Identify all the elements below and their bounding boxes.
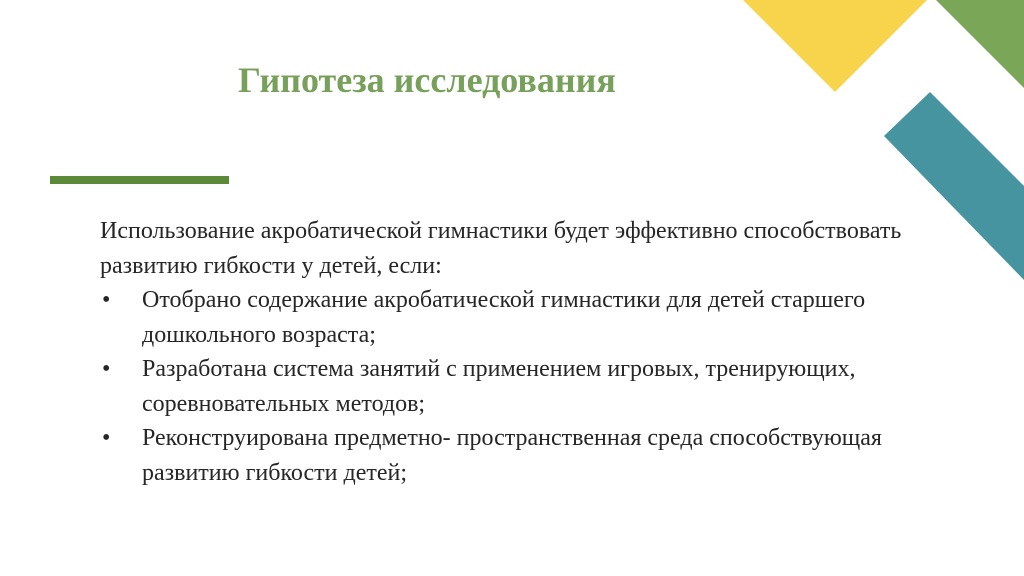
list-item-text: Реконструирована предметно- пространственная среда способствующая развитию гибкости детей; [142,425,882,486]
slide-title: Гипотеза исследования [238,60,616,100]
list-item-text: Разработана система занятий с применением игровых, тренирующих, соревновательных методов; [142,356,856,417]
yellow-triangle-shape [743,0,927,92]
list-item-text: Отобрано содержание акробатической гимнастики для детей старшего дошкольного возраста; [142,287,866,348]
bullet-list [100,283,940,490]
bullet-icon: • [102,425,111,451]
bullet-icon: • [102,287,111,313]
title-accent-bar [50,176,229,184]
green-triangle-shape [936,0,1024,88]
list-item [100,421,940,490]
intro-paragraph: Использование акробатической гимнастики будет эффективно способствовать развитию гибкости у детей, если: [100,218,902,279]
list-item [100,283,940,352]
bullet-icon: • [102,356,111,382]
slide-body [100,214,940,490]
list-item [100,352,940,421]
